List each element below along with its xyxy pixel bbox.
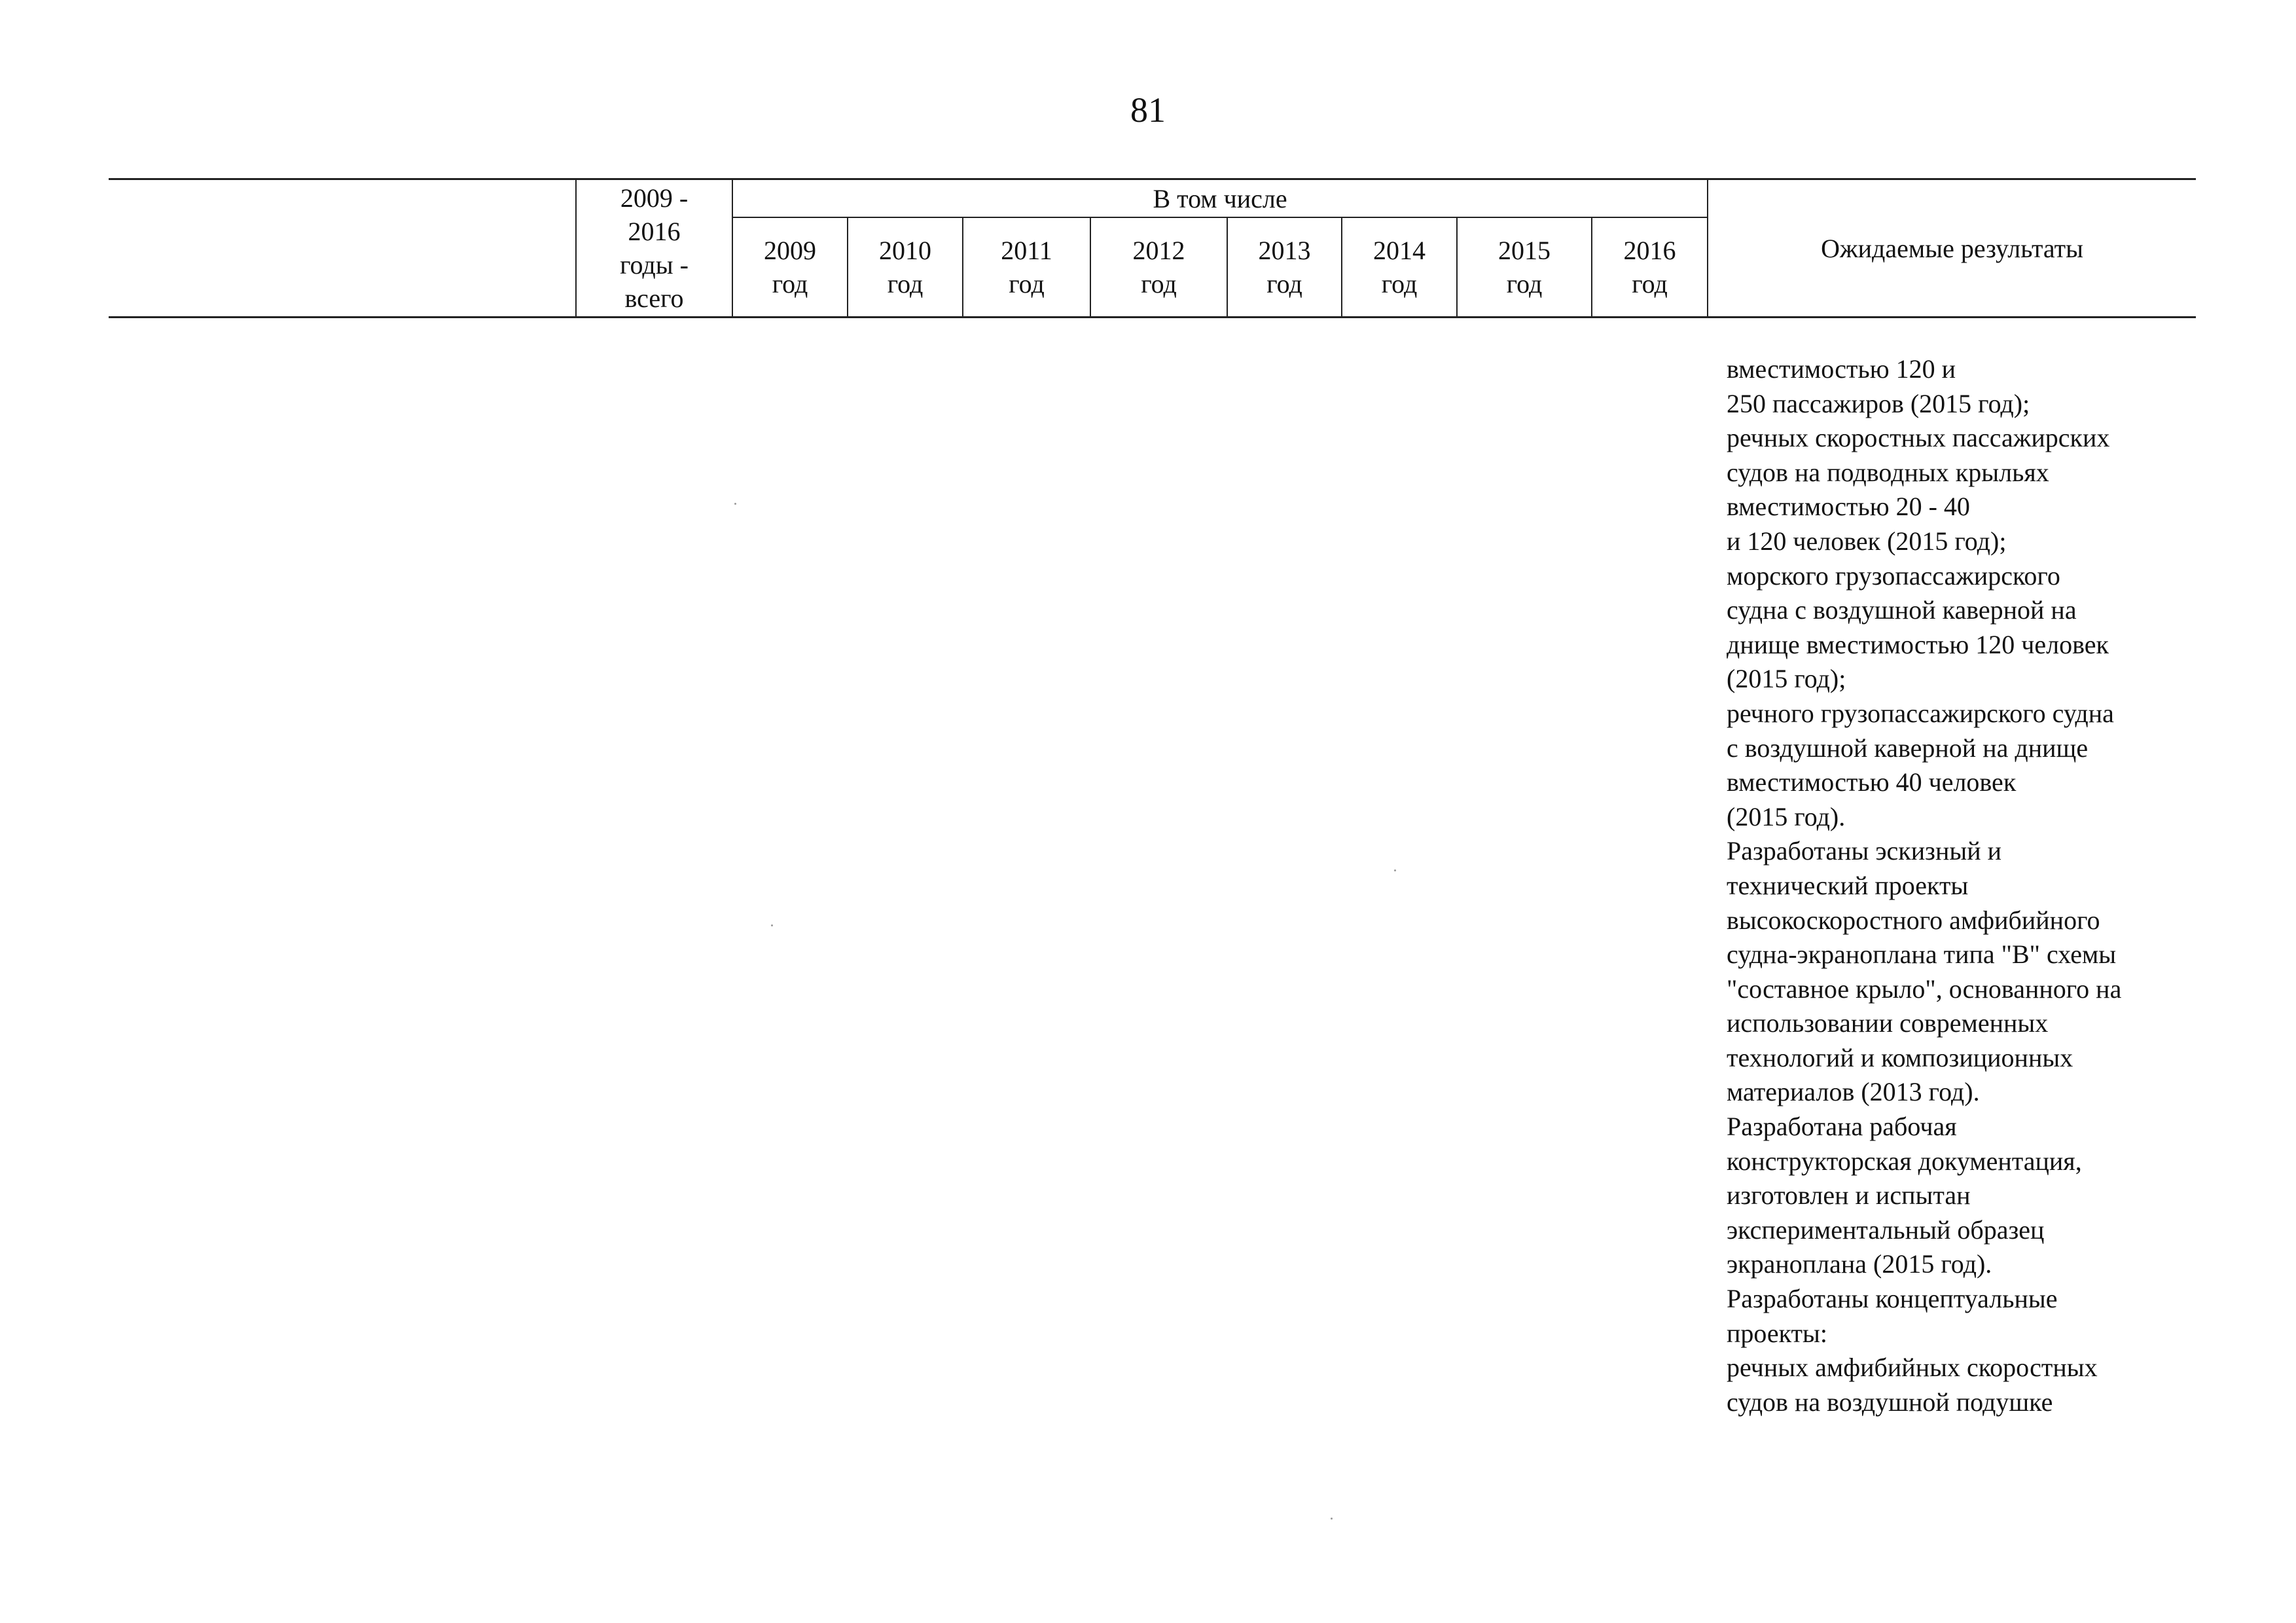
results-line: вместимостью 120 и <box>1727 354 1956 384</box>
results-line: "составное крыло", основанного на <box>1727 974 2122 1004</box>
results-line: речных амфибийных скоростных <box>1727 1353 2098 1383</box>
results-line: (2015 год); <box>1727 664 1846 694</box>
header-year: 2011 <box>1001 236 1052 265</box>
header-year-cell <box>1457 217 1592 318</box>
header-year-unit: год <box>1009 269 1045 299</box>
header-total-line: всего <box>624 283 684 313</box>
header-year-unit: год <box>1141 269 1177 299</box>
results-line: судов на воздушной подушке <box>1727 1387 2053 1417</box>
results-line: 250 пассажиров (2015 год); <box>1727 388 2030 418</box>
results-line: днище вместимостью 120 человек <box>1727 629 2109 659</box>
scan-speck <box>1331 1518 1333 1520</box>
results-line: морского грузопассажирского <box>1727 560 2060 591</box>
scan-speck <box>771 924 773 926</box>
table-header <box>109 178 2196 318</box>
results-line: экраноплана (2015 год). <box>1727 1249 1992 1279</box>
header-total-cell <box>576 179 732 318</box>
results-line: конструкторская документация, <box>1727 1146 2082 1176</box>
results-line: и 120 человек (2015 год); <box>1727 526 2007 556</box>
header-total-line: 2009 - <box>620 183 689 213</box>
results-line: Разработана рабочая <box>1727 1112 1957 1142</box>
scan-speck <box>1394 869 1396 871</box>
results-line: судна-экраноплана типа "В" схемы <box>1727 939 2117 970</box>
results-line: с воздушной каверной на днище <box>1727 733 2089 763</box>
results-line: Разработаны эскизный и <box>1727 836 2002 866</box>
results-line: вместимостью 40 человек <box>1727 767 2017 797</box>
header-year-cell <box>732 217 848 318</box>
header-year-cell <box>963 217 1090 318</box>
header-year: 2014 <box>1373 236 1426 265</box>
header-year: 2012 <box>1132 236 1185 265</box>
scan-speck <box>734 503 736 505</box>
header-year-cell <box>1227 217 1342 318</box>
results-line: изготовлен и испытан <box>1727 1180 1971 1211</box>
header-total-line: 2016 <box>628 217 681 246</box>
header-year-unit: год <box>1381 269 1418 299</box>
header-year: 2016 <box>1623 236 1676 265</box>
results-line: судов на подводных крыльях <box>1727 457 2049 487</box>
results-line: экспериментальный образец <box>1727 1214 2045 1245</box>
header-results-cell: Ожидаемые результаты <box>1708 179 2196 318</box>
results-line: речных скоростных пассажирских <box>1727 423 2110 453</box>
expected-results-text <box>1727 352 2198 1419</box>
results-line: высокоскоростного амфибийного <box>1727 905 2100 935</box>
results-line: технологий и композиционных <box>1727 1042 2073 1072</box>
results-line: вместимостью 20 - 40 <box>1727 492 1970 522</box>
header-total-line: годы - <box>620 250 689 280</box>
header-year: 2013 <box>1258 236 1311 265</box>
page-number: 81 <box>1130 90 1166 130</box>
header-year: 2010 <box>879 236 931 265</box>
results-line: проекты: <box>1727 1318 1828 1348</box>
results-line: материалов (2013 год). <box>1727 1077 1980 1107</box>
header-year-unit: год <box>887 269 924 299</box>
results-line: технический проекты <box>1727 870 1969 900</box>
header-year-cell <box>1090 217 1227 318</box>
header-year-cell <box>1592 217 1708 318</box>
header-including-cell: В том числе <box>732 179 1708 218</box>
header-year-unit: год <box>1632 269 1668 299</box>
header-year-unit: год <box>1506 269 1543 299</box>
header-year-cell <box>1342 217 1457 318</box>
results-line: речного грузопассажирского судна <box>1727 698 2114 728</box>
header-year: 2015 <box>1498 236 1551 265</box>
header-year-cell <box>848 217 963 318</box>
results-line: (2015 год). <box>1727 801 1846 831</box>
header-year-unit: год <box>772 269 808 299</box>
results-line: Разработаны концептуальные <box>1727 1284 2058 1314</box>
results-line: использовании современных <box>1727 1008 2049 1038</box>
header-year: 2009 <box>764 236 816 265</box>
results-line: судна с воздушной каверной на <box>1727 595 2077 625</box>
header-blank-cell <box>109 179 576 318</box>
header-year-unit: год <box>1266 269 1302 299</box>
